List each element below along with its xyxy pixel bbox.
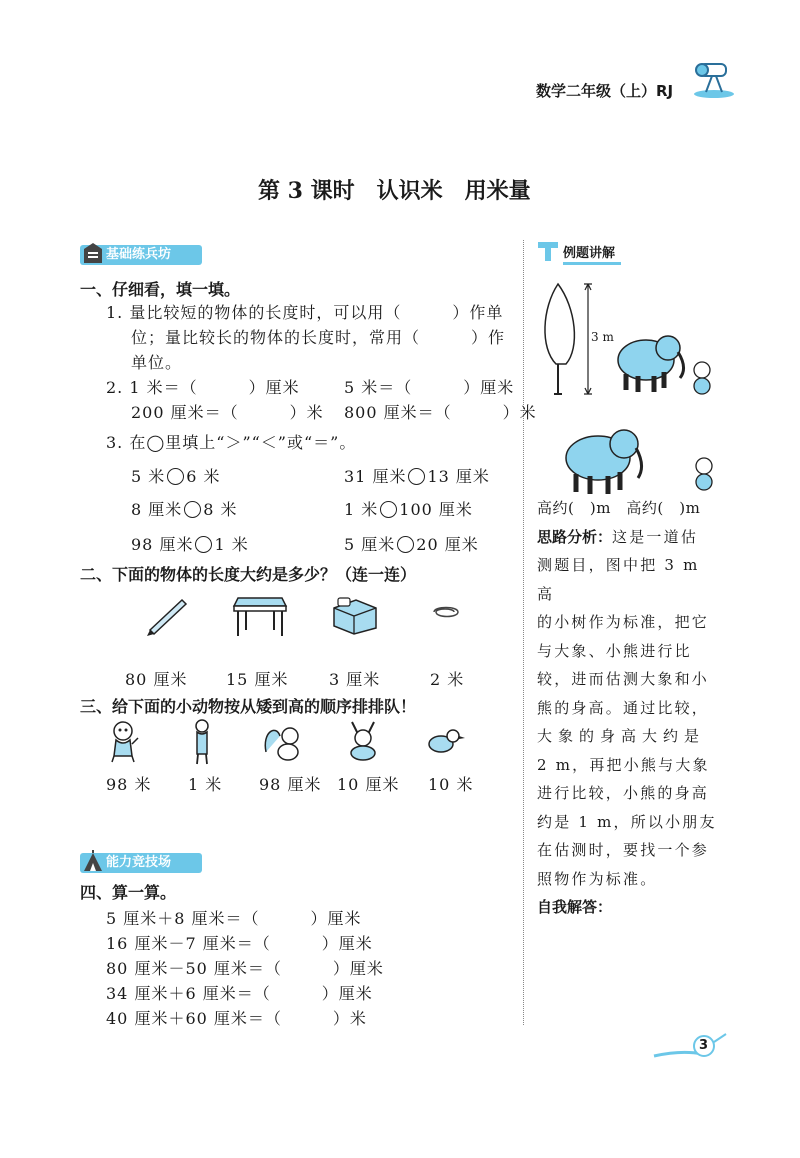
paperclip-illustration (430, 604, 462, 620)
house-icon (82, 241, 104, 265)
example-title: 例题讲解 (563, 242, 621, 265)
table-illustration (232, 594, 288, 638)
compare-circle[interactable] (408, 468, 425, 485)
tent-icon (82, 849, 104, 873)
monkey-illustration (106, 720, 140, 764)
heights-line: 高约( )m 高约( )m (537, 499, 701, 517)
analysis-line: 思路分析：这是一道估 (537, 527, 699, 546)
calc-row: 80 厘米－50 厘米＝（ ）厘米 (106, 959, 384, 978)
calc-row: 34 厘米＋6 厘米＝（ ）厘米 (106, 984, 373, 1003)
compare-row: 5 米 6 米 (131, 467, 221, 486)
rabbit-illustration (342, 720, 386, 762)
ability-banner: 能力竞技场 (80, 853, 202, 873)
bear-illustration[interactable] (690, 360, 714, 396)
t-icon (537, 240, 559, 262)
length-option[interactable]: 3 厘米 (329, 670, 381, 689)
analysis-line: 2 m，再把小熊与大象 (537, 755, 710, 774)
height-option[interactable]: 10 米 (428, 775, 474, 794)
q2-title: 二、下面的物体的长度大约是多少？（连一连） (80, 565, 417, 584)
compare-row: 5 厘米 20 厘米 (344, 535, 479, 554)
analysis-line: 照物作为标准。 (537, 869, 658, 888)
calc-row: 16 厘米－7 厘米＝（ ）厘米 (106, 934, 373, 953)
analysis-line: 与大象、小熊进行比 (537, 641, 692, 660)
column-divider (523, 240, 524, 1025)
bird-illustration (425, 726, 465, 756)
q1-item1-line2: 位；量比较长的物体的长度时，常用（ ）作 (131, 328, 506, 347)
analysis-line: 在估测时，要找一个参 (537, 841, 710, 859)
compare-row: 98 厘米 1 米 (131, 535, 249, 554)
basic-practice-banner: 基础练兵坊 (80, 245, 202, 265)
q3-title: 三、给下面的小动物按从矮到高的顺序排排队！ (80, 697, 417, 716)
compare-row: 8 厘米 8 米 (131, 500, 238, 519)
compare-row: 1 米 100 厘米 (344, 500, 473, 519)
tree-height-label: 3 m (591, 330, 614, 344)
compare-circle[interactable] (397, 536, 414, 553)
length-option[interactable]: 80 厘米 (125, 670, 188, 689)
q1-title: 一、仔细看，填一填。 (80, 280, 241, 299)
analysis-line: 大象的身高大约是 (537, 727, 706, 745)
q1-item2d: 800 厘米＝（ ）米 (344, 403, 537, 422)
elephant-illustration-large[interactable] (556, 416, 646, 496)
q1-item3: 3. 在◯里填上“＞”“＜”或“＝”。 (106, 433, 357, 452)
q1-item1-line1: 1. 量比较短的物体的长度时，可以用（ ）作单 (106, 303, 504, 322)
compare-circle[interactable] (380, 501, 397, 518)
squirrel-illustration (262, 722, 306, 762)
q1-item2b: 5 米＝（ ）厘米 (344, 378, 515, 397)
self-answer-label: 自我解答： (537, 898, 613, 916)
analysis-line: 测题目，图中把 3 m 高 (537, 556, 700, 603)
compare-row: 31 厘米 13 厘米 (344, 467, 490, 486)
compare-circle[interactable] (195, 536, 212, 553)
compare-circle[interactable] (167, 468, 184, 485)
bed-illustration (330, 594, 378, 636)
analysis-line: 熊的身高。通过比较， (537, 698, 710, 717)
analysis-line: 约是 1 m，所以小朋友 (537, 812, 717, 831)
elephant-illustration[interactable] (608, 322, 688, 394)
q4-title: 四、算一算。 (80, 883, 177, 902)
analysis-label: 思路分析： (537, 527, 613, 546)
page-number: 3 (699, 1038, 709, 1053)
height-option[interactable]: 98 厘米 (259, 775, 322, 794)
lesson-title: 第 3 课时 认识米 用米量 (258, 178, 531, 204)
analysis-line: 较，进而估测大象和小 (537, 670, 710, 688)
calc-row: 5 厘米＋8 厘米＝（ ）厘米 (106, 909, 362, 928)
sidebar-text (537, 494, 717, 922)
height-option[interactable]: 10 厘米 (337, 775, 400, 794)
bear-illustration-small[interactable] (692, 456, 716, 492)
length-option[interactable]: 15 厘米 (226, 670, 289, 689)
pencil-illustration (144, 596, 190, 636)
analysis-line: 的小树作为标准，把它 (537, 613, 710, 631)
telescope-icon (690, 56, 736, 102)
compare-circle[interactable] (184, 501, 201, 518)
length-option[interactable]: 2 米 (430, 670, 465, 689)
q1-item2c: 200 厘米＝（ ）米 (131, 403, 324, 422)
dog-illustration (189, 718, 215, 766)
q1-item2a: 2. 1 米＝（ ）厘米 (106, 378, 300, 397)
page-number-swoosh (652, 1032, 732, 1062)
height-option[interactable]: 1 米 (188, 775, 223, 794)
q1-item1-line3: 单位。 (131, 353, 183, 372)
calc-row: 40 厘米＋60 厘米＝（ ）米 (106, 1009, 367, 1028)
book-header: 数学二年级（上）RJ (536, 82, 674, 100)
height-option[interactable]: 98 米 (106, 775, 152, 794)
analysis-line: 进行比较，小熊的身高 (537, 784, 710, 802)
